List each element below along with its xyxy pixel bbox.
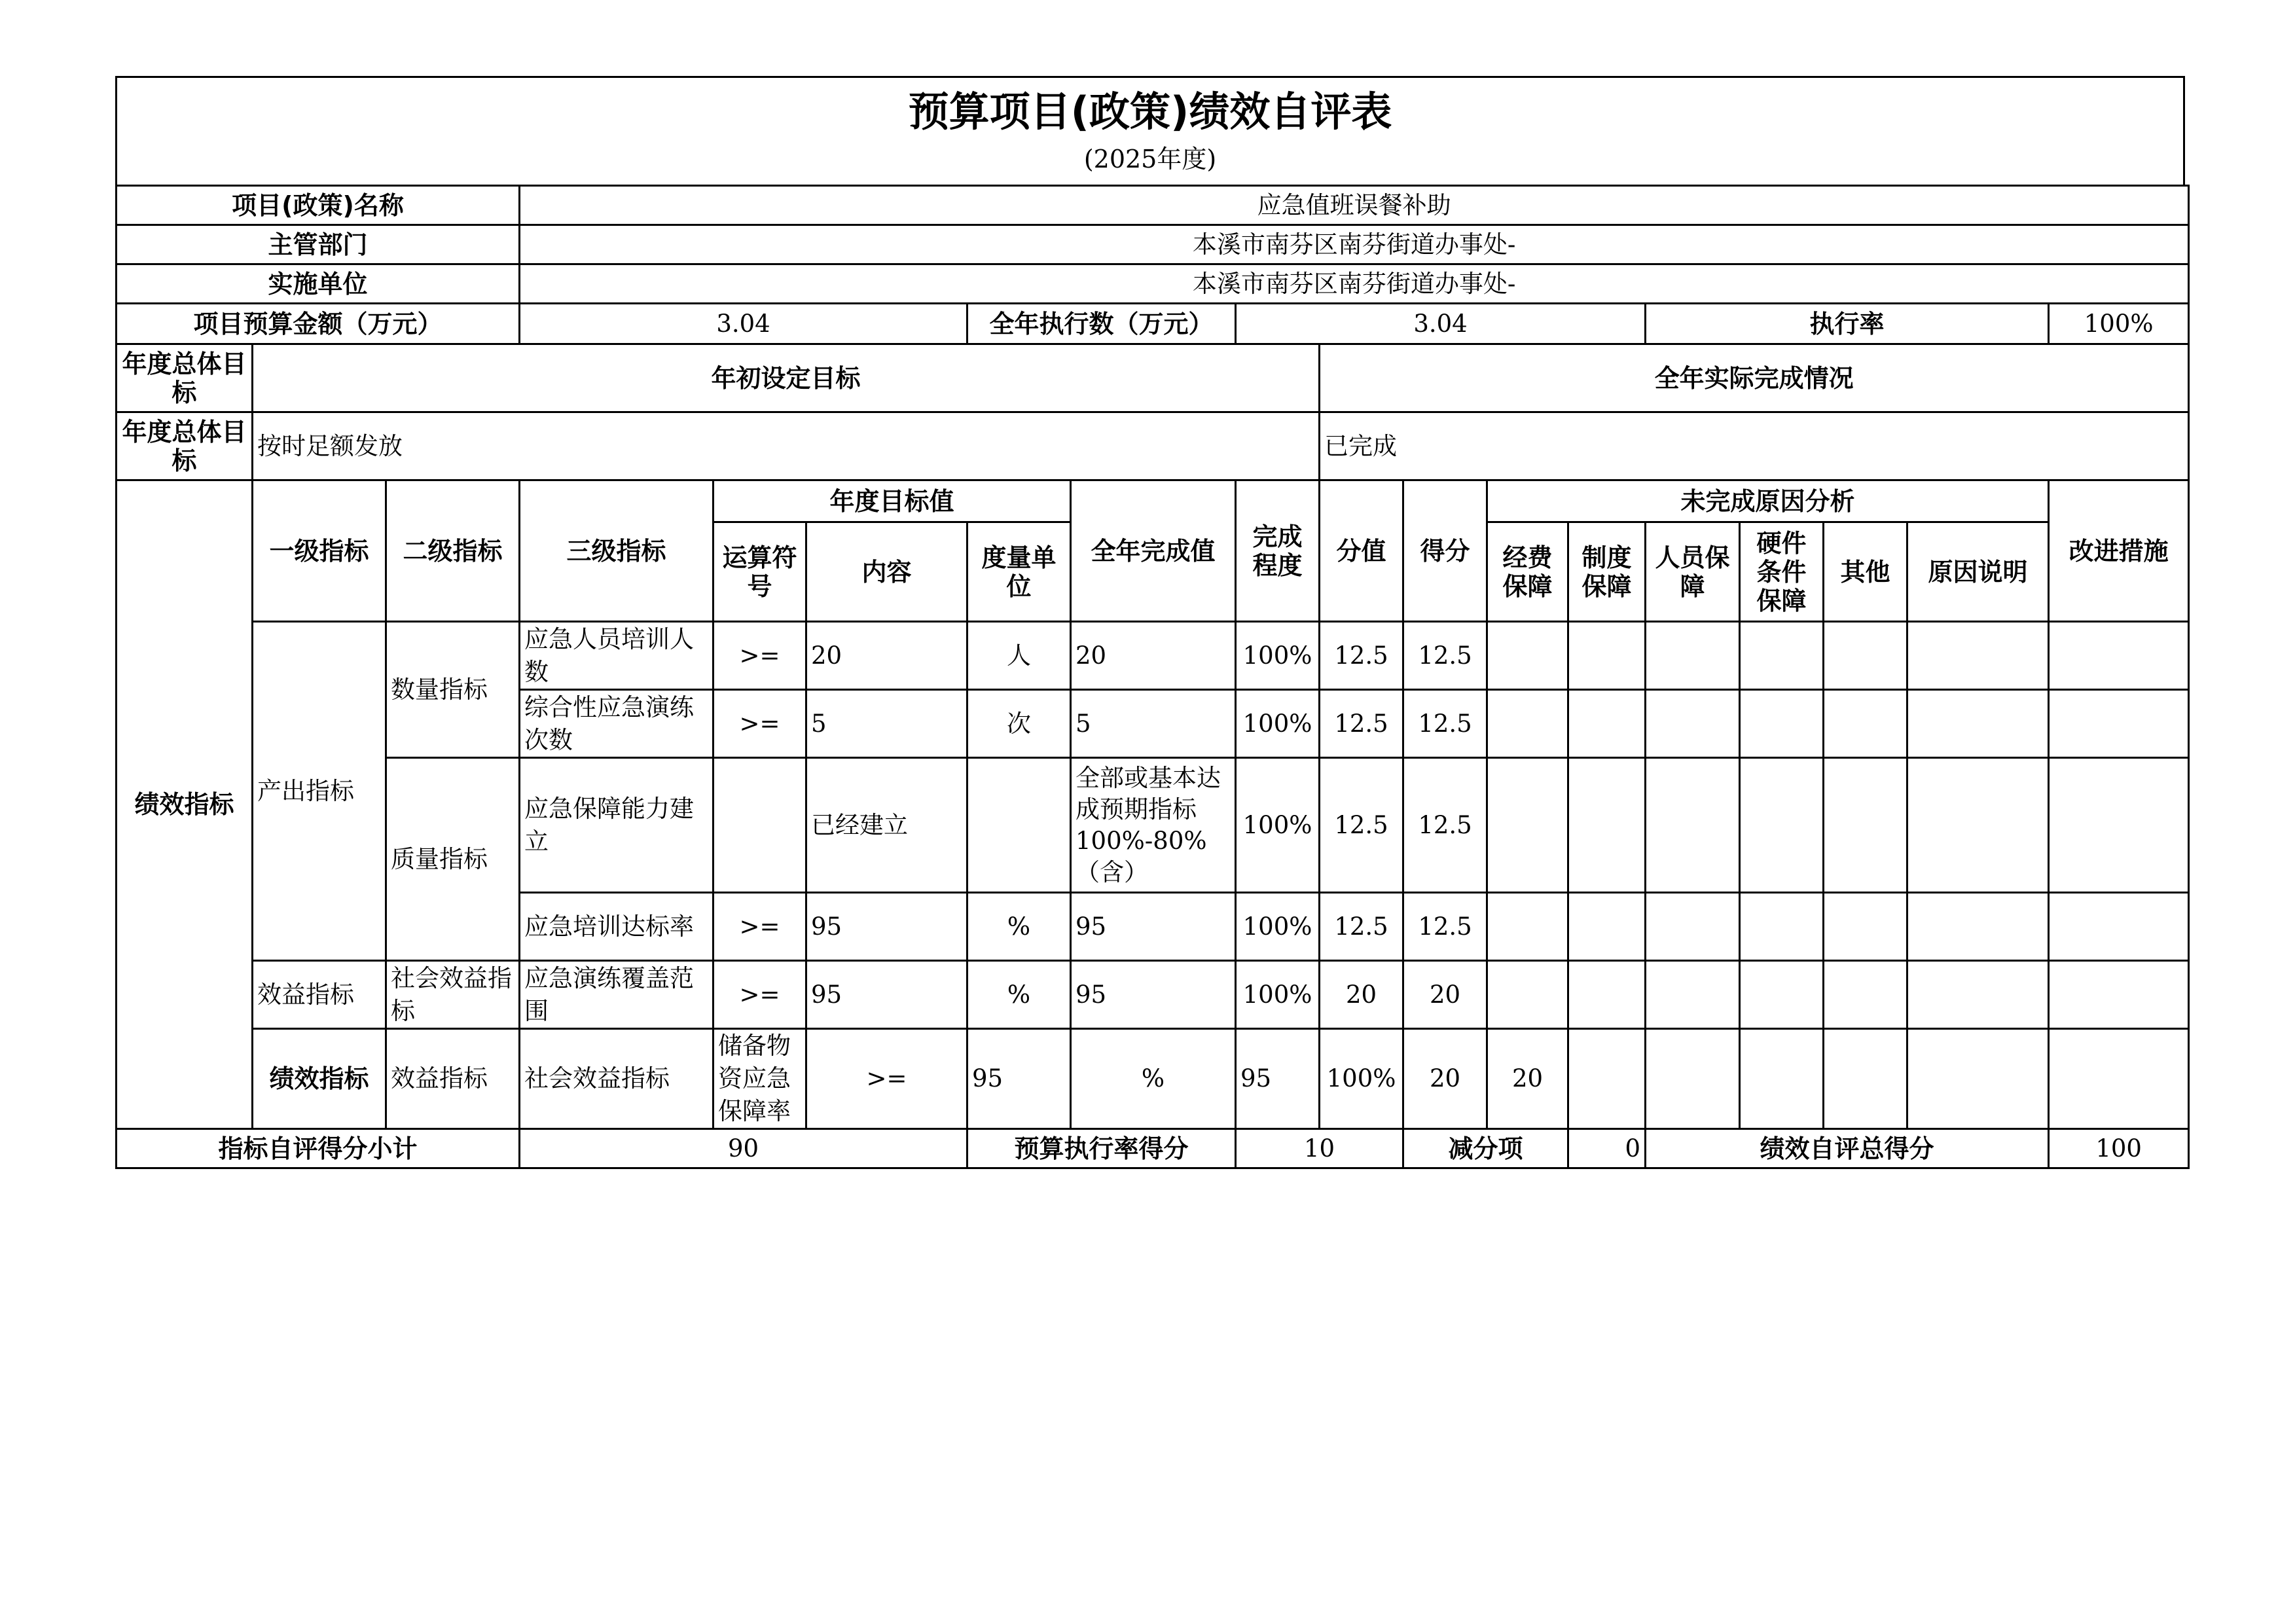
unit-label: 实施单位 <box>117 264 520 304</box>
indicator-score: 12.5 <box>1403 893 1487 961</box>
reason-fund-cell <box>1568 1029 1646 1129</box>
indicator-unit: % <box>967 893 1071 961</box>
indicator-content: 95 <box>967 1029 1071 1129</box>
header-reason-desc: 原因说明 <box>1907 522 2049 622</box>
reason-fund-cell <box>1487 690 1568 758</box>
improve-cell <box>2049 961 2189 1029</box>
reason-desc-cell <box>2049 1029 2189 1129</box>
indicator-unit: 次 <box>967 690 1071 758</box>
header-reason-system: 制度保障 <box>1568 522 1646 622</box>
project-name-label: 项目(政策)名称 <box>117 186 520 225</box>
reason-fund-cell <box>1487 893 1568 961</box>
perf-group-label-2: 绩效指标 <box>253 1029 386 1129</box>
goals-label: 年度总体目标 <box>117 344 253 412</box>
indicator-score: 20 <box>1487 1029 1568 1129</box>
header-reason-group: 未完成原因分析 <box>1487 480 2049 522</box>
row-goals-header <box>117 344 2189 412</box>
reason-hardware-cell <box>1740 758 1824 893</box>
indicator-value: 12.5 <box>1320 893 1403 961</box>
indicator-row <box>117 961 2189 1029</box>
reason-hardware-cell <box>1740 893 1824 961</box>
header-reason-staff: 人员保障 <box>1646 522 1740 622</box>
indicator-operator: >= <box>714 893 806 961</box>
total-label: 绩效自评总得分 <box>1646 1129 2049 1168</box>
indicator-completion: 100% <box>1236 961 1320 1029</box>
rate-value: 100% <box>2049 304 2189 344</box>
reason-other-cell <box>1824 690 1907 758</box>
indicator-row <box>117 1029 2189 1129</box>
reason-staff-cell <box>1646 690 1740 758</box>
unit-value: 本溪市南芬区南芬街道办事处- <box>520 264 2189 304</box>
quantity-indicator-label: 数量指标 <box>386 622 520 758</box>
indicator-actual: 95 <box>1071 961 1236 1029</box>
reason-other-cell <box>1824 622 1907 690</box>
reason-desc-cell <box>1907 961 2049 1029</box>
goals-initial-header: 年初设定目标 <box>253 344 1320 412</box>
header-level1: 一级指标 <box>253 480 386 622</box>
page-title: 预算项目(政策)绩效自评表 <box>908 88 1392 135</box>
indicator-actual: 95 <box>1071 893 1236 961</box>
dept-label: 主管部门 <box>117 225 520 264</box>
indicator-name: 储备物资应急保障率 <box>714 1029 806 1129</box>
header-reason-other: 其他 <box>1824 522 1907 622</box>
reason-system-cell <box>1568 961 1646 1029</box>
indicator-actual: 5 <box>1071 690 1236 758</box>
header-unit: 度量单位 <box>967 522 1071 622</box>
reason-other-cell <box>1824 893 1907 961</box>
improve-cell <box>2049 758 2189 893</box>
row-project-name <box>117 186 2189 225</box>
subtotal-label: 指标自评得分小计 <box>117 1129 520 1168</box>
output-indicator-label: 产出指标 <box>253 622 386 961</box>
reason-system-cell <box>1646 1029 1740 1129</box>
indicator-value: 20 <box>1403 1029 1487 1129</box>
indicator-score: 12.5 <box>1403 622 1487 690</box>
budget-value: 3.04 <box>520 304 967 344</box>
evaluation-sheet <box>115 76 2185 1169</box>
header-score-value: 分值 <box>1320 480 1403 622</box>
indicator-content: 已经建立 <box>806 758 967 893</box>
dept-value: 本溪市南芬区南芬街道办事处- <box>520 225 2189 264</box>
indicator-content: 95 <box>806 893 967 961</box>
social-benefit-label: 社会效益指标 <box>386 961 520 1029</box>
indicator-actual: 95 <box>1236 1029 1320 1129</box>
deduct-label: 减分项 <box>1403 1129 1568 1168</box>
indicator-row <box>117 622 2189 690</box>
header-reason-hardware: 硬件条件保障 <box>1740 522 1824 622</box>
title-block <box>115 76 2185 185</box>
header-content: 内容 <box>806 522 967 622</box>
indicator-completion: 100% <box>1236 758 1320 893</box>
reason-system-cell <box>1568 622 1646 690</box>
indicator-completion: 100% <box>1236 690 1320 758</box>
header-improve: 改进措施 <box>2049 480 2189 622</box>
reason-staff-cell <box>1646 893 1740 961</box>
reason-hardware-cell <box>1740 961 1824 1029</box>
improve-cell <box>2049 893 2189 961</box>
indicator-score: 12.5 <box>1403 758 1487 893</box>
indicator-operator: >= <box>714 690 806 758</box>
indicator-operator: >= <box>714 622 806 690</box>
rate-score-label: 预算执行率得分 <box>967 1129 1236 1168</box>
header-reason-fund: 经费保障 <box>1487 522 1568 622</box>
social-benefit-label-2: 社会效益指标 <box>520 1029 714 1129</box>
perf-group-label: 绩效指标 <box>117 480 253 1129</box>
indicator-value: 12.5 <box>1320 690 1403 758</box>
reason-staff-cell <box>1646 622 1740 690</box>
indicator-operator: >= <box>714 961 806 1029</box>
indicator-completion: 100% <box>1320 1029 1403 1129</box>
indicator-unit: % <box>1071 1029 1236 1129</box>
quality-indicator-label: 质量指标 <box>386 758 520 961</box>
goals-actual-value: 已完成 <box>1320 412 2189 480</box>
improve-cell <box>2049 622 2189 690</box>
indicator-value: 12.5 <box>1320 758 1403 893</box>
page-subtitle: (2025年度) <box>1083 145 1217 173</box>
row-budget <box>117 304 2189 344</box>
indicator-completion: 100% <box>1236 622 1320 690</box>
indicator-score: 20 <box>1403 961 1487 1029</box>
reason-fund-cell <box>1487 758 1568 893</box>
indicator-actual: 20 <box>1071 622 1236 690</box>
indicator-value: 20 <box>1320 961 1403 1029</box>
reason-desc-cell <box>1907 690 2049 758</box>
reason-staff-cell <box>1740 1029 1824 1129</box>
reason-system-cell <box>1568 758 1646 893</box>
indicator-name: 应急培训达标率 <box>520 893 714 961</box>
reason-desc-cell <box>1907 622 2049 690</box>
row-footer <box>117 1129 2189 1168</box>
reason-other-cell <box>1824 758 1907 893</box>
goals-label-2: 年度总体目标 <box>117 412 253 480</box>
indicator-unit: % <box>967 961 1071 1029</box>
header-level2: 二级指标 <box>386 480 520 622</box>
indicator-unit: 人 <box>967 622 1071 690</box>
indicator-name: 应急演练覆盖范围 <box>520 961 714 1029</box>
reason-other-cell <box>1824 961 1907 1029</box>
reason-desc-cell <box>1907 893 2049 961</box>
header-annual-target: 年度目标值 <box>714 480 1071 522</box>
total-value: 100 <box>2049 1129 2189 1168</box>
row-goals-values <box>117 412 2189 480</box>
executed-value: 3.04 <box>1236 304 1646 344</box>
indicator-unit <box>967 758 1071 893</box>
reason-hardware-cell <box>1740 622 1824 690</box>
indicator-score: 12.5 <box>1403 690 1487 758</box>
indicator-operator: >= <box>806 1029 967 1129</box>
goals-initial-value: 按时足额发放 <box>253 412 1320 480</box>
evaluation-table <box>115 185 2190 1169</box>
reason-hardware-cell <box>1824 1029 1907 1129</box>
executed-label: 全年执行数（万元） <box>967 304 1236 344</box>
indicator-content: 20 <box>806 622 967 690</box>
reason-hardware-cell <box>1740 690 1824 758</box>
reason-fund-cell <box>1487 961 1568 1029</box>
budget-label: 项目预算金额（万元） <box>117 304 520 344</box>
indicator-content: 5 <box>806 690 967 758</box>
rate-label: 执行率 <box>1646 304 2049 344</box>
reason-system-cell <box>1568 893 1646 961</box>
header-completion: 完成程度 <box>1236 480 1320 622</box>
indicator-name: 应急保障能力建立 <box>520 758 714 893</box>
header-actual-value: 全年完成值 <box>1071 480 1236 622</box>
indicator-value: 12.5 <box>1320 622 1403 690</box>
indicator-actual: 全部或基本达成预期指标100%-80%（含） <box>1071 758 1236 893</box>
reason-staff-cell <box>1646 758 1740 893</box>
indicator-name: 综合性应急演练次数 <box>520 690 714 758</box>
reason-staff-cell <box>1646 961 1740 1029</box>
header-score: 得分 <box>1403 480 1487 622</box>
reason-system-cell <box>1568 690 1646 758</box>
goals-actual-header: 全年实际完成情况 <box>1320 344 2189 412</box>
rate-score-value: 10 <box>1236 1129 1403 1168</box>
indicator-content: 95 <box>806 961 967 1029</box>
row-dept <box>117 225 2189 264</box>
row-header-1 <box>117 480 2189 522</box>
benefit-indicator-label: 效益指标 <box>253 961 386 1029</box>
subtotal-value: 90 <box>520 1129 967 1168</box>
header-operator: 运算符号 <box>714 522 806 622</box>
indicator-name: 应急人员培训人数 <box>520 622 714 690</box>
reason-desc-cell <box>1907 758 2049 893</box>
reason-other-cell <box>1907 1029 2049 1129</box>
improve-cell <box>2049 690 2189 758</box>
indicator-completion: 100% <box>1236 893 1320 961</box>
project-name-value: 应急值班误餐补助 <box>520 186 2189 225</box>
deduct-value: 0 <box>1568 1129 1646 1168</box>
header-level3: 三级指标 <box>520 480 714 622</box>
benefit-indicator-label-2: 效益指标 <box>386 1029 520 1129</box>
reason-fund-cell <box>1487 622 1568 690</box>
indicator-operator <box>714 758 806 893</box>
indicator-row <box>117 758 2189 893</box>
row-unit <box>117 264 2189 304</box>
